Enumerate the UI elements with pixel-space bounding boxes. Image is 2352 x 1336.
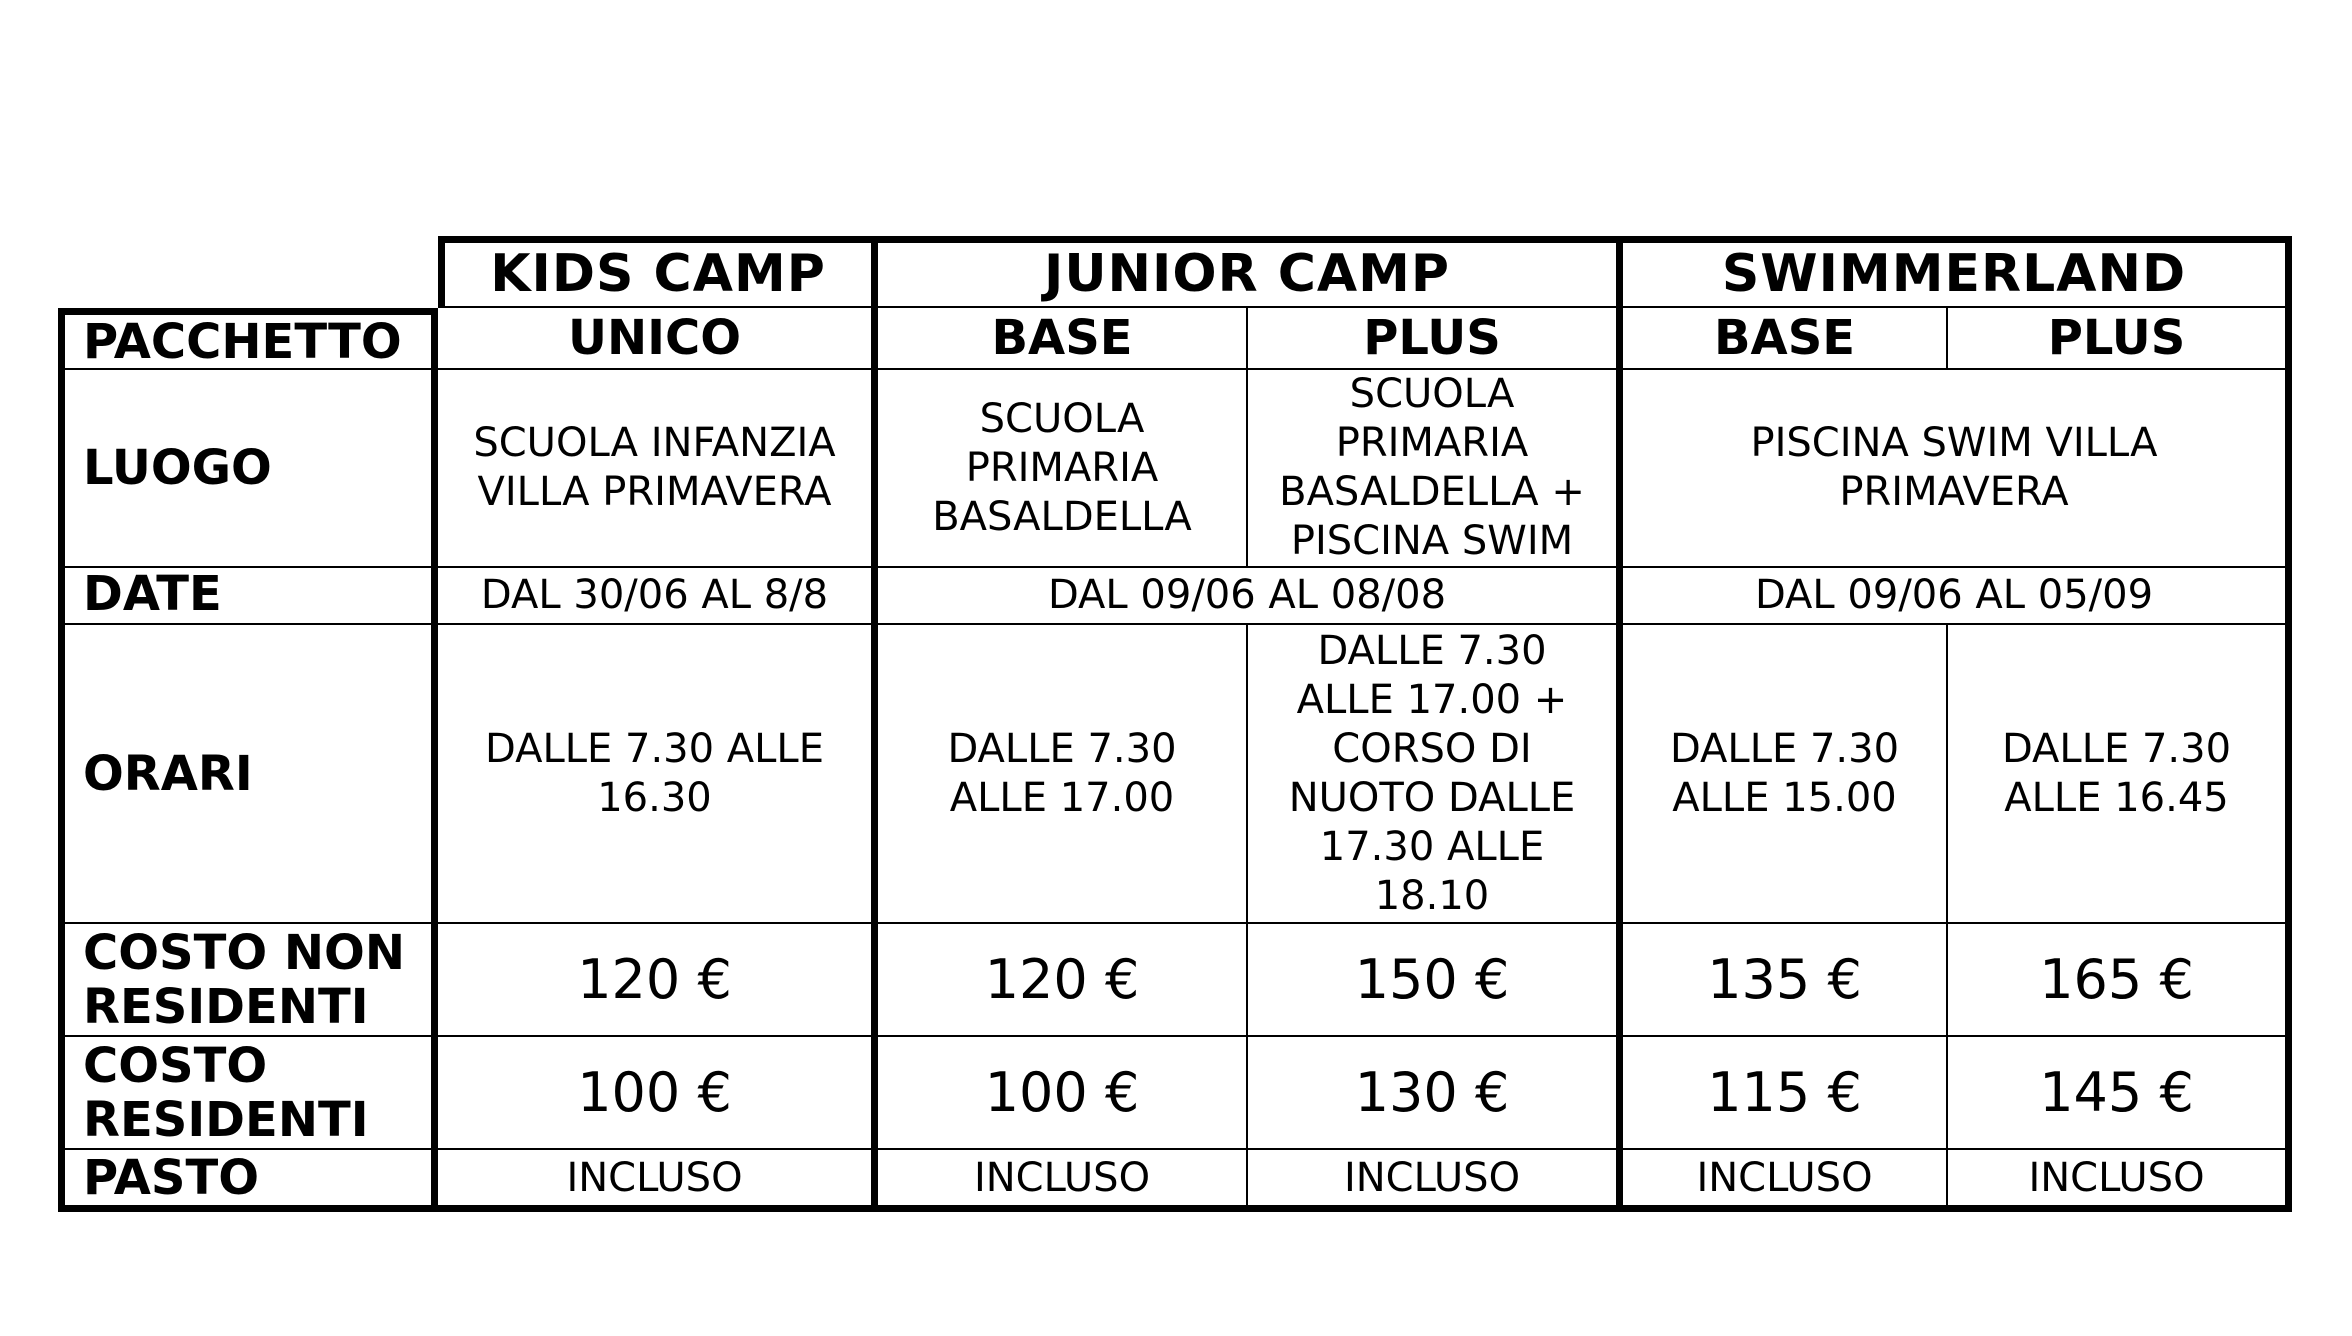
row-label-pacchetto: PACCHETTO xyxy=(58,308,438,370)
pacchetto-junior-base: BASE xyxy=(878,308,1248,370)
header-swimmerland: SWIMMERLAND xyxy=(1623,236,2292,308)
pasto-junior-base: INCLUSO xyxy=(878,1150,1248,1212)
orari-swim-base: DALLE 7.30 ALLE 15.00 xyxy=(1623,625,1948,924)
orari-junior-base: DALLE 7.30 ALLE 17.00 xyxy=(878,625,1248,924)
costo-non-residenti-kids: 120 € xyxy=(438,924,878,1037)
costo-non-residenti-junior-plus: 150 € xyxy=(1248,924,1623,1037)
pasto-swim-plus: INCLUSO xyxy=(1948,1150,2292,1212)
costo-non-residenti-junior-base: 120 € xyxy=(878,924,1248,1037)
header-junior-camp: JUNIOR CAMP xyxy=(878,236,1623,308)
row-label-costo-residenti: COSTO RESIDENTI xyxy=(58,1037,438,1150)
row-label-orari: ORARI xyxy=(58,625,438,924)
costo-residenti-junior-plus: 130 € xyxy=(1248,1037,1623,1150)
costo-non-residenti-swim-base: 135 € xyxy=(1623,924,1948,1037)
pacchetto-junior-plus: PLUS xyxy=(1248,308,1623,370)
orari-kids: DALLE 7.30 ALLE 16.30 xyxy=(438,625,878,924)
pacchetto-swim-plus: PLUS xyxy=(1948,308,2292,370)
date-junior: DAL 09/06 AL 08/08 xyxy=(878,568,1623,625)
orari-junior-plus: DALLE 7.30 ALLE 17.00 + CORSO DI NUOTO DALLE 17.30 ALLE 18.10 xyxy=(1248,625,1623,924)
pacchetto-kids-unico: UNICO xyxy=(438,308,878,370)
luogo-junior-base: SCUOLA PRIMARIA BASALDELLA xyxy=(878,370,1248,568)
row-label-luogo: LUOGO xyxy=(58,370,438,568)
costo-residenti-swim-base: 115 € xyxy=(1623,1037,1948,1150)
luogo-junior-plus: SCUOLA PRIMARIA BASALDELLA + PISCINA SWIM xyxy=(1248,370,1623,568)
pasto-junior-plus: INCLUSO xyxy=(1248,1150,1623,1212)
costo-residenti-kids: 100 € xyxy=(438,1037,878,1150)
costo-residenti-junior-base: 100 € xyxy=(878,1037,1248,1150)
luogo-swimmerland: PISCINA SWIM VILLA PRIMAVERA xyxy=(1623,370,2292,568)
orari-swim-plus: DALLE 7.30 ALLE 16.45 xyxy=(1948,625,2292,924)
row-label-date: DATE xyxy=(58,568,438,625)
corner-empty-cell xyxy=(58,236,438,308)
camp-pricing-table xyxy=(58,236,2292,1212)
costo-residenti-swim-plus: 145 € xyxy=(1948,1037,2292,1150)
date-swimmerland: DAL 09/06 AL 05/09 xyxy=(1623,568,2292,625)
row-label-costo-non-residenti: COSTO NON RESIDENTI xyxy=(58,924,438,1037)
date-kids: DAL 30/06 AL 8/8 xyxy=(438,568,878,625)
luogo-kids: SCUOLA INFANZIA VILLA PRIMAVERA xyxy=(438,370,878,568)
header-kids-camp: KIDS CAMP xyxy=(438,236,878,308)
pasto-kids: INCLUSO xyxy=(438,1150,878,1212)
pasto-swim-base: INCLUSO xyxy=(1623,1150,1948,1212)
pacchetto-swim-base: BASE xyxy=(1623,308,1948,370)
costo-non-residenti-swim-plus: 165 € xyxy=(1948,924,2292,1037)
row-label-pasto: PASTO xyxy=(58,1150,438,1212)
